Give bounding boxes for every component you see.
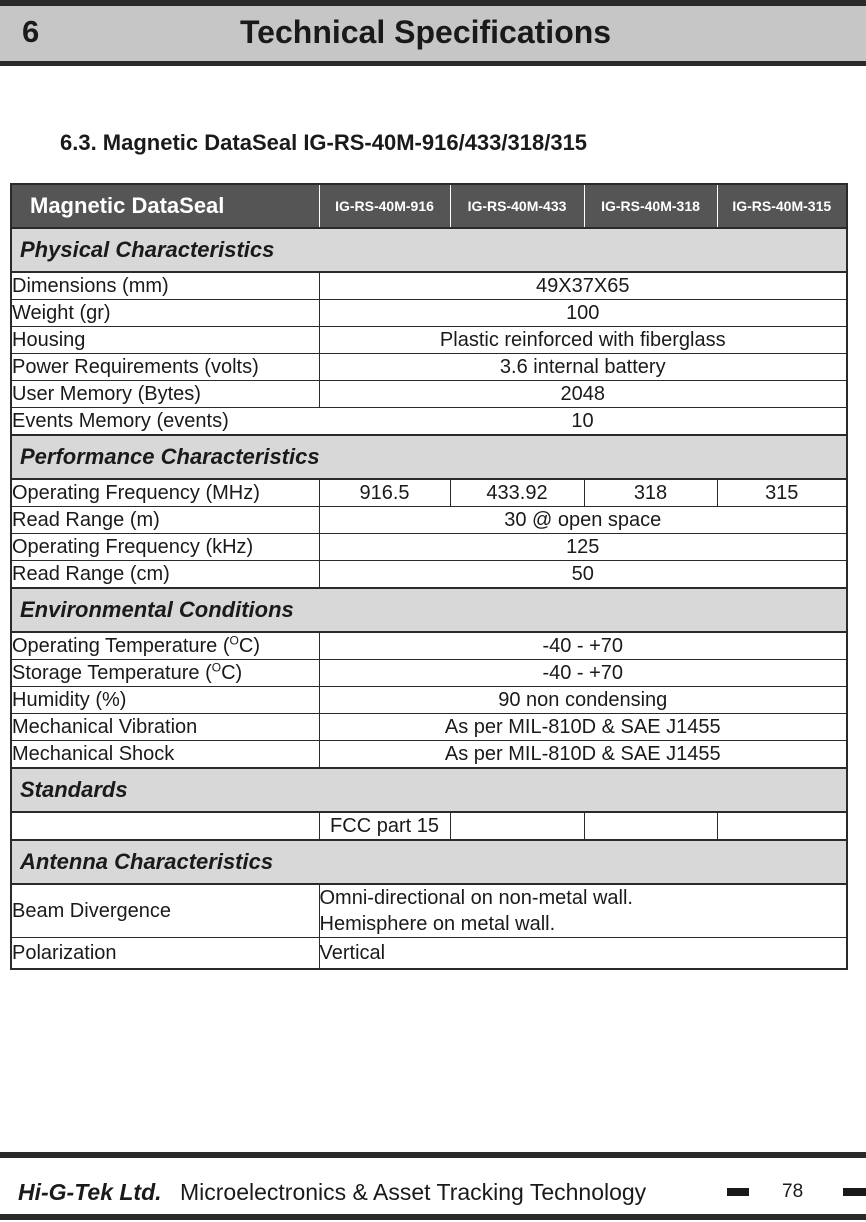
header-bottom-rule: [0, 61, 866, 66]
table-row: [11, 884, 847, 938]
row-label: Operating Frequency (MHz): [11, 479, 319, 507]
section-title: Standards: [11, 768, 847, 812]
row-label: [11, 660, 319, 687]
unit-close: C): [221, 662, 243, 684]
model-header: IG-RS-40M-315: [717, 184, 847, 228]
section-title: Physical Characteristics: [11, 228, 847, 272]
frequency-value: 315: [717, 479, 847, 507]
chapter-number: 6: [22, 14, 40, 49]
row-label: Weight (gr): [11, 300, 319, 327]
row-label: [11, 632, 319, 660]
page-number: 78: [782, 1181, 804, 1202]
row-label: Housing: [11, 327, 319, 354]
footer-dash-left: [727, 1188, 749, 1196]
row-label: Power Requirements (volts): [11, 354, 319, 381]
frequency-value: 318: [584, 479, 717, 507]
row-label: Mechanical Shock: [11, 741, 319, 769]
row-value: 50: [319, 561, 847, 589]
footer-bottom-rule: [0, 1214, 866, 1220]
frequency-value: 916.5: [319, 479, 450, 507]
degree-mark: O: [229, 633, 239, 648]
row-label: User Memory (Bytes): [11, 381, 319, 408]
chapter-title: Technical Specifications: [240, 14, 612, 50]
frequency-value: 433.92: [450, 479, 584, 507]
table-row: [11, 479, 847, 507]
degree-mark: O: [211, 660, 222, 675]
row-value: Vertical: [319, 938, 847, 970]
footer-dash-right: [843, 1188, 866, 1196]
row-value: -40 - +70: [319, 632, 847, 660]
label-text: Operating Temperature (: [12, 635, 230, 657]
section-title: Antenna Characteristics: [11, 840, 847, 884]
page-footer: [0, 1152, 866, 1222]
row-value: 30 @ open space: [319, 507, 847, 534]
table-row: [11, 938, 847, 970]
beam-line-1: Omni-directional on non-metal wall.: [319, 887, 633, 909]
row-label: Operating Frequency (kHz): [11, 534, 319, 561]
beam-line-2: Hemisphere on metal wall.: [319, 913, 556, 935]
row-value: 2048: [319, 381, 847, 408]
row-value: [319, 884, 847, 938]
empty-cell: [584, 812, 717, 840]
table-row: [11, 300, 847, 327]
model-header: IG-RS-40M-318: [584, 184, 717, 228]
row-label: Read Range (cm): [11, 561, 319, 589]
row-value: 10: [319, 408, 847, 436]
table-row: [11, 534, 847, 561]
table-row: [11, 741, 847, 769]
footer-top-rule: [0, 1152, 866, 1158]
section-physical: [11, 228, 847, 272]
row-label: Dimensions (mm): [11, 272, 319, 300]
table-row: [11, 354, 847, 381]
row-label: Beam Divergence: [11, 884, 319, 938]
row-label: Mechanical Vibration: [11, 714, 319, 741]
label-text: Storage Temperature (: [12, 662, 212, 684]
section-title: Environmental Conditions: [11, 588, 847, 632]
empty-cell: [717, 812, 847, 840]
table-row: [11, 687, 847, 714]
section-antenna: [11, 840, 847, 884]
row-value: As per MIL-810D & SAE J1455: [319, 714, 847, 741]
company-name: Hi-G-Tek Ltd.: [18, 1179, 162, 1205]
empty-cell: [450, 812, 584, 840]
table-row: [11, 561, 847, 589]
unit-close: C): [238, 635, 260, 657]
row-label: Humidity (%): [11, 687, 319, 714]
company-tagline: Microelectronics & Asset Tracking Technology: [180, 1179, 647, 1205]
table-row: [11, 714, 847, 741]
table-row: [11, 660, 847, 687]
row-value: 100: [319, 300, 847, 327]
row-label: Events Memory (events): [11, 408, 319, 436]
section-performance: [11, 435, 847, 479]
table-row: [11, 272, 847, 300]
row-label: Polarization: [11, 938, 319, 970]
table-row: [11, 812, 847, 840]
section-standards: [11, 768, 847, 812]
row-value: 3.6 internal battery: [319, 354, 847, 381]
row-value: Plastic reinforced with fiberglass: [319, 327, 847, 354]
fcc-standard: FCC part 15: [319, 812, 450, 840]
table-row: [11, 408, 847, 436]
model-header: IG-RS-40M-916: [319, 184, 450, 228]
row-value: As per MIL-810D & SAE J1455: [319, 741, 847, 769]
row-value: 125: [319, 534, 847, 561]
table-row: [11, 381, 847, 408]
row-label: Read Range (m): [11, 507, 319, 534]
section-environmental: [11, 588, 847, 632]
page-header: [0, 0, 866, 66]
table-row: [11, 507, 847, 534]
row-value: -40 - +70: [319, 660, 847, 687]
section-title: Performance Characteristics: [11, 435, 847, 479]
row-value: 90 non condensing: [319, 687, 847, 714]
section-subtitle: 6.3. Magnetic DataSeal IG-RS-40M-916/433/318/315: [60, 130, 588, 155]
table-row: [11, 632, 847, 660]
row-label-empty: [11, 812, 319, 840]
row-value: 49X37X65: [319, 272, 847, 300]
table-row: [11, 327, 847, 354]
model-header: IG-RS-40M-433: [450, 184, 584, 228]
table-header-row: [11, 184, 847, 228]
spec-table: [10, 183, 848, 970]
product-name-header: Magnetic DataSeal: [11, 184, 319, 228]
